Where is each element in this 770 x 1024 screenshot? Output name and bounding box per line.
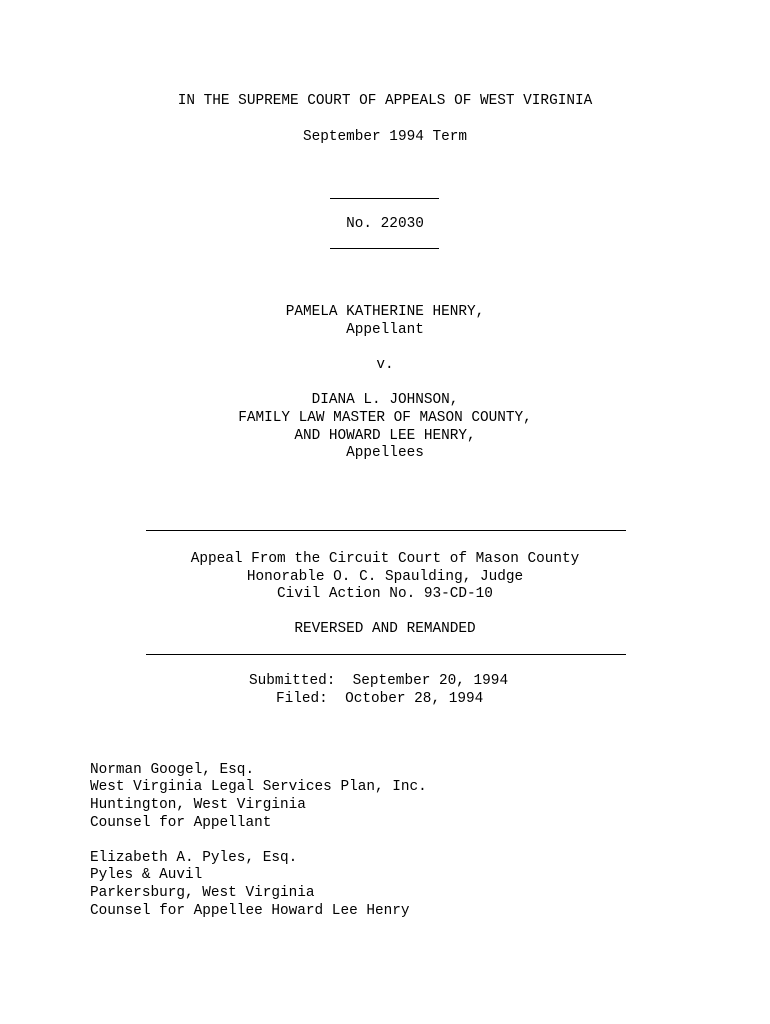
counsel-name: Norman Googel, Esq.: [90, 762, 255, 778]
appeal-top-rule: [146, 530, 626, 531]
case-number-top-rule: [330, 198, 439, 199]
appellee-role: Appellees: [346, 445, 424, 461]
appellee-line-1: DIANA L. JOHNSON,: [311, 392, 459, 408]
disposition: REVERSED AND REMANDED: [294, 621, 476, 637]
appellant-name: PAMELA KATHERINE HENRY,: [285, 304, 485, 320]
case-number-bottom-rule: [330, 248, 439, 249]
counsel-role: Counsel for Appellee Howard Lee Henry: [90, 903, 410, 919]
counsel-name: Elizabeth A. Pyles, Esq.: [90, 850, 298, 866]
submitted-date: Submitted: September 20, 1994: [249, 673, 509, 689]
counsel-city: Parkersburg, West Virginia: [90, 885, 315, 901]
counsel-firm: Pyles & Auvil: [90, 867, 203, 883]
appeal-from: Appeal From the Circuit Court of Mason County: [190, 551, 580, 567]
appeal-judge: Honorable O. C. Spaulding, Judge: [246, 569, 524, 585]
court-title: IN THE SUPREME COURT OF APPEALS OF WEST VIRGINIA: [177, 93, 593, 109]
appeal-bottom-rule: [146, 654, 626, 655]
appellant-role: Appellant: [346, 322, 424, 338]
counsel-role: Counsel for Appellant: [90, 815, 272, 831]
court-term: September 1994 Term: [302, 129, 468, 145]
civil-action-number: Civil Action No. 93-CD-10: [277, 586, 493, 602]
case-number: No. 22030: [346, 216, 424, 232]
filed-date: Filed: October 28, 1994: [276, 691, 484, 707]
versus: v.: [376, 357, 394, 373]
counsel-firm: West Virginia Legal Services Plan, Inc.: [90, 779, 427, 795]
counsel-city: Huntington, West Virginia: [90, 797, 306, 813]
appellee-line-2: FAMILY LAW MASTER OF MASON COUNTY,: [238, 410, 532, 426]
appellee-line-3: AND HOWARD LEE HENRY,: [294, 428, 476, 444]
